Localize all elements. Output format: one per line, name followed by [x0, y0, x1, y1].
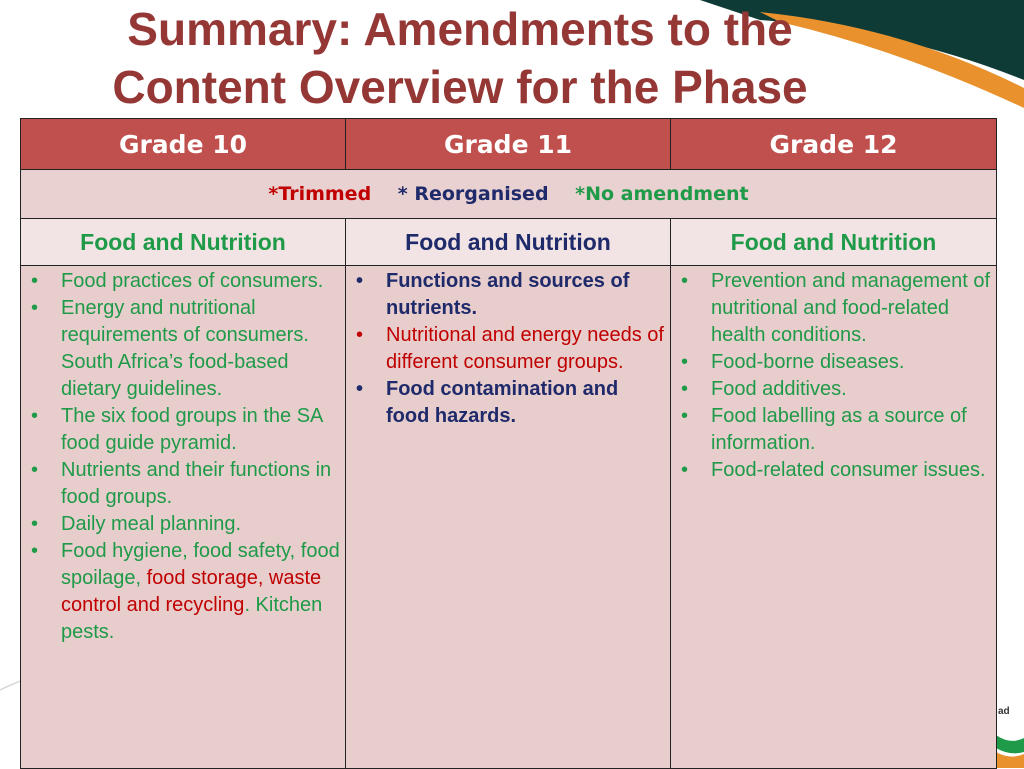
list-item-part: . Kitchen pests.	[61, 594, 323, 643]
grade-header-row	[21, 119, 997, 170]
grade-10-list	[27, 268, 341, 646]
orange-swoosh-bottom	[996, 752, 1024, 768]
list-item: • Functions and sources of nutrients.	[352, 268, 666, 322]
slide-title-line-2: Content Overview for the Phase	[112, 61, 808, 113]
legend-cell	[21, 170, 997, 219]
topic-grade-11: Food and Nutrition	[346, 219, 671, 266]
header-grade-12: Grade 12	[671, 119, 997, 170]
green-swoosh-bottom	[996, 735, 1024, 753]
list-item: • Nutritional and energy needs of different consumer groups.	[352, 322, 666, 376]
list-item: • Nutrients and their functions in food groups.	[27, 457, 341, 511]
list-item: • Food practices of consumers.	[27, 268, 341, 295]
slide-title-line-1: Summary: Amendments to the	[127, 3, 793, 55]
grade-11-list	[352, 268, 666, 430]
topic-row	[21, 219, 997, 266]
legend-no-amendment: *No amendment	[575, 183, 749, 205]
list-item: • Food contamination and food hazards.	[352, 376, 666, 430]
grade-12-content	[671, 266, 997, 769]
header-grade-10: Grade 10	[21, 119, 346, 170]
logo-fragment-text: ad	[998, 706, 1010, 717]
list-item: • Food additives.	[677, 376, 992, 403]
grade-12-list	[677, 268, 992, 484]
list-item-part: Food hygiene, food safety, food spoilage,	[61, 540, 340, 589]
list-item: • Food-related consumer issues.	[677, 457, 992, 484]
content-row	[21, 266, 997, 769]
list-item-part-trimmed: food storage, waste control and recycling	[61, 567, 322, 616]
legend-row	[21, 170, 997, 219]
list-item-mixed	[27, 538, 341, 646]
topic-grade-12: Food and Nutrition	[671, 219, 997, 266]
grade-10-content	[21, 266, 346, 769]
list-item: • Food labelling as a source of information.	[677, 403, 992, 457]
list-item: • Energy and nutritional requirements of consumers. South Africa’s food-based dietary guidelines.	[27, 295, 341, 403]
slide-title	[60, 0, 860, 116]
header-grade-11: Grade 11	[346, 119, 671, 170]
legend-trimmed: *Trimmed	[268, 183, 372, 205]
legend-reorganised: * Reorganised	[397, 183, 549, 205]
list-item: • Daily meal planning.	[27, 511, 341, 538]
list-item: • Prevention and management of nutritional and food-related health conditions.	[677, 268, 992, 349]
list-item: • The six food groups in the SA food guide pyramid.	[27, 403, 341, 457]
list-item: • Food-borne diseases.	[677, 349, 992, 376]
content-overview-table	[20, 118, 997, 769]
topic-grade-10: Food and Nutrition	[21, 219, 346, 266]
grade-11-content	[346, 266, 671, 769]
